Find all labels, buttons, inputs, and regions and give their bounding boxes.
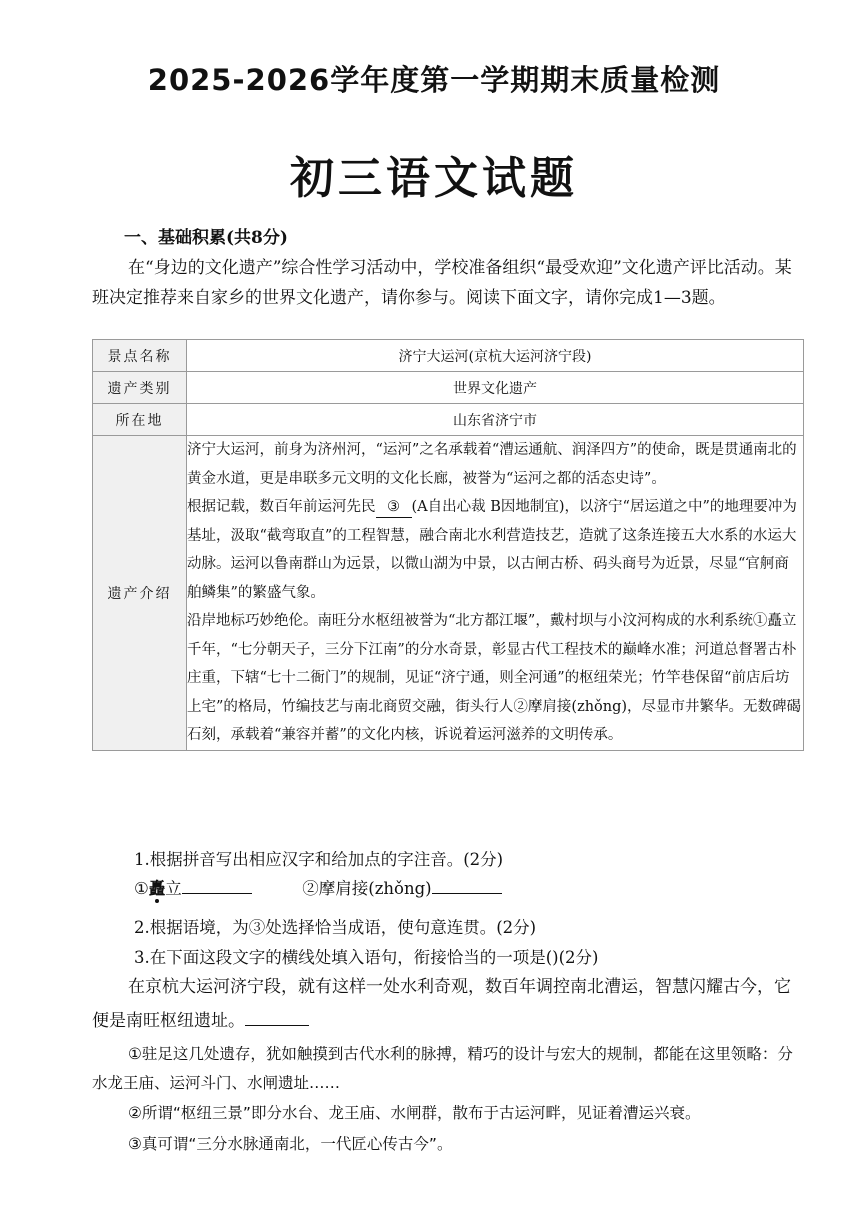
answer-1-rest: 立 — [165, 879, 182, 898]
answer-2-label: ②摩肩接(zhǒng) — [302, 879, 432, 898]
description-paragraph — [187, 493, 803, 607]
table-value: 济宁大运河(京杭大运河济宁段) — [187, 340, 804, 372]
passage-text: 在京杭大运河济宁段，就有这样一处水利奇观，数百年调控南北漕运，智慧闪耀古今，它便是南旺枢纽遗址。 — [92, 977, 791, 1031]
description-paragraph: 济宁大运河，前身为济州河，“运河”之名承载着“漕运通航、润泽四方”的使命，既是贯通南北的黄金水道，更是串联多元文明的文化长廊，被誉为“运河之都的活态史诗”。 — [187, 442, 797, 487]
table-row — [93, 436, 804, 751]
table-value: 世界文化遗产 — [187, 372, 804, 404]
exam-name: 2025-2026学年度第一学期期末质量检测 — [147, 63, 721, 97]
table-row — [93, 404, 804, 436]
answer-2-line[interactable] — [432, 875, 502, 894]
table-label: 遗产类别 — [93, 372, 187, 404]
question-2: 2.根据语境，为③处选择恰当成语，使句意连贯。(2分) — [134, 918, 537, 937]
question-1-answers — [134, 875, 502, 899]
section-heading: 一、基础积累(共8分) — [124, 228, 288, 248]
option-3: ③真可谓“三分水脉通南北，一代匠心传古今”。 — [128, 1135, 453, 1153]
heritage-table — [92, 339, 804, 751]
answer-1-mark: ① — [134, 879, 149, 898]
table-row — [93, 340, 804, 372]
section-intro: 在“身边的文化遗产”综合性学习活动中，学校准备组织“最受欢迎”文化遗产评比活动。某班决定推荐来自家乡的世界文化遗产，请你参与。阅读下面文字，请你完成1—3题。 — [92, 258, 792, 308]
table-value: 山东省济宁市 — [187, 404, 804, 436]
passage-blank[interactable] — [245, 1007, 309, 1026]
page-title: 初三语文试题 — [290, 153, 578, 204]
table-row — [93, 372, 804, 404]
description-text: (A自出心裁 B因地制宜)，以济宁“居运道之中”的地理要冲为基址，汲取“截弯取直”的工程智慧，融合南北水利营造技艺，造就了这条连接五大水系的水运大动脉。运河以鲁南群山为远景，以微山湖为中景，以古闸古桥、码头商号为近景，尽显“官舸商舶鳞集”的繁盛气象。 — [187, 499, 797, 601]
dotted-character: 矗 — [148, 879, 166, 898]
question-1: 1.根据拼音写出相应汉字和给加点的字注音。(2分) — [134, 850, 504, 869]
answer-1-line[interactable] — [182, 875, 252, 894]
table-label: 景点名称 — [93, 340, 187, 372]
option-2: ②所谓“枢纽三景”即分水台、龙王庙、水闸群，散布于古运河畔，见证着漕运兴衰。 — [128, 1104, 701, 1122]
description-text: 根据记载，数百年前运河先民 — [187, 499, 376, 515]
option-1: ①驻足这几处遗存，犹如触摸到古代水利的脉搏，精巧的设计与宏大的规制，都能在这里领略：分水龙王庙、运河斗门、水闸遗址…… — [92, 1045, 793, 1092]
table-label: 所在地 — [93, 404, 187, 436]
table-label: 遗产介绍 — [93, 436, 187, 751]
question-3: 3.在下面这段文字的横线处填入语句，衔接恰当的一项是()(2分) — [134, 948, 599, 967]
heritage-description — [187, 436, 804, 751]
question-3-passage — [92, 970, 792, 1038]
idiom-blank: ③ — [376, 497, 412, 518]
description-paragraph: 沿岸地标巧妙绝伦。南旺分水枢纽被誉为“北方都江堰”，戴村坝与小汶河构成的水利系统①矗立千年，“七分朝天子，三分下江南”的分水奇景，彰显古代工程技术的巅峰水准；河道总督署古朴庄重，下辖“七十二衙门”的规制，见证“济宁通，则全河通”的枢纽荣光；竹竿巷保留“前店后坊上宅”的格局，竹编技艺与南北商贸交融，街头行人②摩肩接(zhǒng)，尽显市井繁华。无数碑碣石刻，承载着“兼容并蓄”的文化内核，诉说着运河滋养的文明传承。 — [187, 613, 802, 743]
